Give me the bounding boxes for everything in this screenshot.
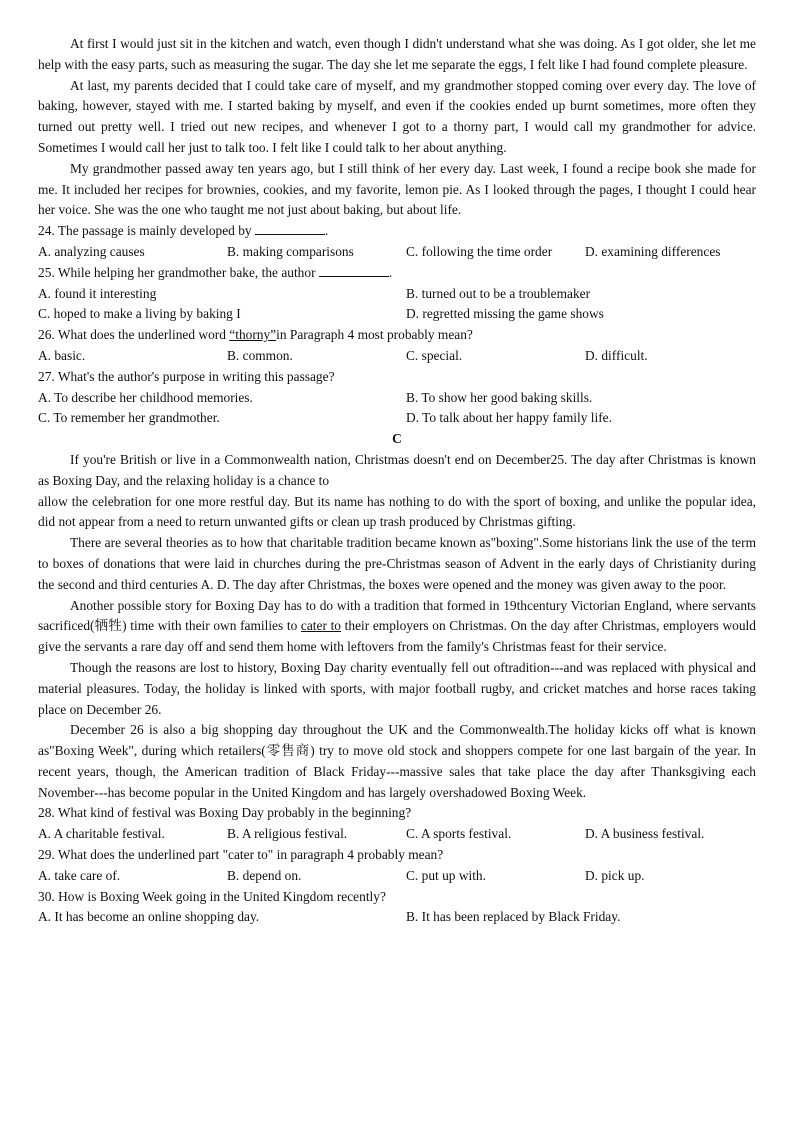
- option-b[interactable]: B. turned out to be a troublemaker: [406, 285, 591, 301]
- passage-c-paragraph-1a: If you're British or live in a Commonwealth nation, Christmas doesn't end on December25. The day after Christmas is known as Boxing Day, and the relaxing holiday is a chance to: [38, 451, 756, 488]
- question-27-options-row-1: [38, 388, 756, 409]
- question-27-options-row-2: [38, 408, 756, 429]
- option-c[interactable]: C. put up with.: [406, 867, 486, 883]
- option-d[interactable]: D. To talk about her happy family life.: [406, 410, 612, 426]
- underlined-phrase: cater to: [300, 618, 341, 634]
- question-25-options-row-1: [38, 284, 756, 305]
- option-a[interactable]: A. To describe her childhood memories.: [38, 389, 253, 405]
- option-d[interactable]: D. pick up.: [585, 867, 645, 883]
- option-b[interactable]: B. common.: [227, 347, 293, 363]
- question-stem: 24. The passage is mainly developed by: [38, 223, 252, 239]
- paragraph-text: Another possible story for Boxing Day has to do with a tradition that formed in 19thcentury Victorian England, where servants sacrificed(牺牲) time with their own families to: [38, 597, 756, 634]
- question-29: 29. What does the underlined part "cater to" in paragraph 4 probably mean?: [38, 847, 444, 863]
- section-c-heading: C: [392, 431, 402, 447]
- passage-c-paragraph-2: There are several theories as to how that charitable tradition became known as"boxing".Some historians link the use of the term to boxes of donations that were laid in churches during the pre-Christmas season of Advent in the early days of Christianity during the second and third centuries A. D. The day after Christmas, the boxes were opened and the money was given away to the poor.: [38, 535, 756, 592]
- option-c[interactable]: C. hoped to make a living by baking I: [38, 306, 241, 322]
- option-c[interactable]: C. To remember her grandmother.: [38, 410, 220, 426]
- option-c[interactable]: C. A sports festival.: [406, 826, 512, 842]
- question-27: 27. What's the author's purpose in writing this passage?: [38, 368, 335, 384]
- answer-blank[interactable]: [255, 222, 325, 235]
- question-stem: 26. What does the underlined word: [38, 327, 226, 343]
- option-b[interactable]: B. A religious festival.: [227, 826, 348, 842]
- question-29-options: [38, 866, 756, 887]
- option-d[interactable]: D. difficult.: [585, 347, 648, 363]
- paragraph-text-end: their employers on Christmas. On the day after Christmas, employers would give the servants a rare day off and send them home with leftovers from the family's Christmas feast for their service.: [38, 618, 756, 655]
- question-stem-end: in Paragraph 4 most probably mean?: [276, 327, 473, 343]
- option-b[interactable]: B. depend on.: [227, 867, 302, 883]
- option-a[interactable]: A. basic.: [38, 347, 86, 363]
- option-c[interactable]: C. following the time order: [406, 243, 553, 259]
- question-28-options: [38, 824, 756, 845]
- question-stem: 25. While helping her grandmother bake, the author: [38, 264, 316, 280]
- question-25-options-row-2: [38, 304, 756, 325]
- option-b[interactable]: B. making comparisons: [227, 243, 354, 259]
- option-a[interactable]: A. found it interesting: [38, 285, 157, 301]
- option-d[interactable]: D. examining differences: [585, 243, 721, 259]
- question-30-options-row-1: [38, 907, 756, 928]
- question-24: 24. The passage is mainly developed by .: [38, 223, 329, 239]
- question-26-options: [38, 346, 756, 367]
- option-d[interactable]: D. regretted missing the game shows: [406, 306, 604, 322]
- question-24-options: [38, 242, 756, 263]
- question-30: 30. How is Boxing Week going in the United Kingdom recently?: [38, 888, 386, 904]
- question-25: 25. While helping her grandmother bake, the author .: [38, 264, 393, 280]
- passage-c-paragraph-3: [38, 596, 756, 658]
- passage-b-paragraph-3: At last, my parents decided that I could take care of myself, and my grandmother stopped coming over every day. The love of baking, however, stayed with me. I started baking by myself, and even if the cookies ended up burnt sometimes, more often they turned out pretty well. I tried out new recipes, and whenever I got to a thorny part, I would call my grandmother for advice. Sometimes I would call her just to talk too. I felt like I could talk to her about anything.: [38, 77, 756, 155]
- option-d[interactable]: D. A business festival.: [585, 826, 705, 842]
- passage-c-paragraph-5: December 26 is also a big shopping day throughout the UK and the Commonwealth.The holiday kicks off what is known as"Boxing Week", during which retailers(零售商) try to move old stock and shoppers compete for one last bargain of the year. In recent years, though, the American tradition of Black Friday---massive sales that take place the day after Thanksgiving each November---has become popular in the United Kingdom and has largely overshadowed Boxing Week.: [38, 722, 756, 800]
- passage-c-paragraph-1b: allow the celebration for one more restful day. But its name has nothing to do with the sport of boxing, and unlike the popular idea, did not appear from a need to return unwanted gifts or clean up trash produced by Christmas gifting.: [38, 493, 756, 530]
- option-b[interactable]: B. To show her good baking skills.: [406, 389, 593, 405]
- option-a[interactable]: A. It has become an online shopping day.: [38, 909, 260, 925]
- passage-b-paragraph-4: My grandmother passed away ten years ago, but I still think of her every day. Last week, I found a recipe book she made for me. It included her recipes for brownies, cookies, and my favorite, lemon pie. As I looked through the pages, I thought I could hear her voice. She was the one who taught me not just about baking, but about life.: [38, 160, 756, 218]
- answer-blank[interactable]: [319, 264, 389, 277]
- option-b[interactable]: B. It has been replaced by Black Friday.: [406, 909, 621, 925]
- exam-page: [38, 34, 756, 928]
- option-a[interactable]: A. A charitable festival.: [38, 826, 165, 842]
- option-a[interactable]: A. take care of.: [38, 867, 121, 883]
- question-26: [38, 325, 756, 346]
- option-a[interactable]: A. analyzing causes: [38, 243, 145, 259]
- option-c[interactable]: C. special.: [406, 347, 463, 363]
- question-28: 28. What kind of festival was Boxing Day probably in the beginning?: [38, 805, 412, 821]
- underlined-word: “thorny”: [229, 327, 277, 343]
- passage-c-paragraph-4: Though the reasons are lost to history, Boxing Day charity eventually fell out oftradition---and was replaced with physical and material pleasures. Today, the holiday is linked with sports, with major football rugby, and cricket matches and horse races taking place on December 26.: [38, 659, 756, 717]
- passage-b-paragraph-2: At first I would just sit in the kitchen and watch, even though I didn't understand what she was doing. As I got older, she let me help with the easy parts, such as measuring the sugar. The day she let me separate the eggs, I felt like I had found complete pleasure.: [38, 36, 756, 72]
